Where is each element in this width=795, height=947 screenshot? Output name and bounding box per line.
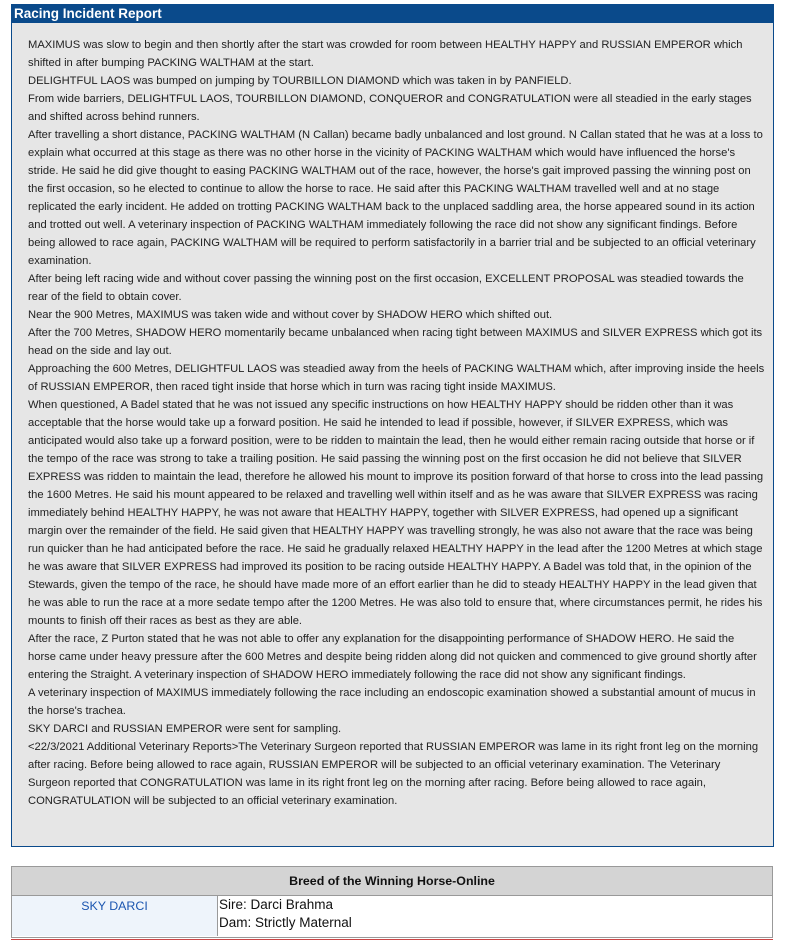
- report-paragraph: SKY DARCI and RUSSIAN EMPEROR were sent for sampling.: [28, 723, 342, 735]
- report-paragraph: After the 700 Metres, SHADOW HERO momentarily became unbalanced when racing tight between MAXIMUS and SILVER EXPRESS which got its head on the side and lay out.: [28, 327, 763, 357]
- report-paragraph: From wide barriers, DELIGHTFUL LAOS, TOURBILLON DIAMOND, CONQUEROR and CONGRATULATION were all steadied in the early stages and shifted across behind runners.: [28, 93, 752, 123]
- report-paragraph: After being left racing wide and without cover passing the winning post on the first occasion, EXCELLENT PROPOSAL was steadied towards the rear of the field to obtain cover.: [28, 273, 744, 303]
- winning-horse-link[interactable]: SKY DARCI: [81, 899, 148, 913]
- report-paragraph: Near the 900 Metres, MAXIMUS was taken wide and without cover by SHADOW HERO which shifted out.: [28, 309, 553, 321]
- report-body: [12, 23, 773, 810]
- divider: [11, 939, 773, 940]
- racing-incident-report-panel: [11, 4, 774, 847]
- breed-parents-cell: [217, 896, 772, 936]
- sire-text: Sire: Darci Brahma: [219, 897, 334, 912]
- dam-text: Dam: Strictly Maternal: [219, 915, 352, 930]
- breed-table: [11, 866, 773, 938]
- report-paragraph: A veterinary inspection of MAXIMUS immediately following the race including an endoscopic examination showed a substantial amount of mucus in the horse's trachea.: [28, 687, 756, 717]
- report-paragraph: After the race, Z Purton stated that he was not able to offer any explanation for the disappointing performance of SHADOW HERO. He said the horse came under heavy pressure after the 600 Metres and despite being ridden along did not quicken and commenced to give ground shortly after entering the Straight. A veterinary inspection of SHADOW HERO immediately following the race did not show any significant findings.: [28, 633, 757, 681]
- breed-table-row: [12, 896, 772, 936]
- report-paragraph: When questioned, A Badel stated that he was not issued any specific instructions on how HEALTHY HAPPY should be ridden other than it was acceptable that the horse would take up a forward position. He said he intended to lead if possible, however, if SILVER EXPRESS, which was anticipated would also take up a forward position, were to be ridden to maintain the lead, then he would either remain racing outside that horse or if the tempo of the race was strong to take a trailing position. He said passing the winning post on the first occasion he did not believe that SILVER EXPRESS was ridden to maintain the lead, therefore he allowed his mount to improve its position forward of that horse to cross into the lead passing the 1600 Metres. He said his mount appeared to be relaxed and travelling well within itself and as he was aware that SILVER EXPRESS was racing immediately behind HEALTHY HAPPY, he was not aware that HEALTHY HAPPY, together with SILVER EXPRESS, had opened up a significant margin over the remainder of the field. He said given that HEALTHY HAPPY was travelling strongly, he was also not aware that the race was being run quicker than he had anticipated before the race. He said he gradually relaxed HEALTHY HAPPY in the lead after the 1200 Metres at which stage he was aware that SILVER EXPRESS had improved its position to be racing outside HEALTHY HAPPY. A Badel was told that, in the opinion of the Stewards, given the tempo of the race, he should have made more of an effort earlier than he did to steady HEALTHY HAPPY in the lead given that he was able to run the race at a more sedate tempo after the 1200 Metres. He was also told to ensure that, where circumstances permit, he rides his mounts to finish off their races as best as they are able.: [28, 399, 764, 627]
- report-paragraph: <22/3/2021 Additional Veterinary Reports>The Veterinary Surgeon reported that RUSSIAN EMPEROR was lame in its right front leg on the morning after racing. Before being allowed to race again, RUSSIAN EMPEROR will be subjected to an official veterinary examination. The Veterinary Surgeon reported that CONGRATULATION was lame in its right front leg on the morning after racing. Before being allowed to race again, CONGRATULATION will be subjected to an official veterinary examination.: [28, 741, 759, 807]
- report-paragraph: After travelling a short distance, PACKING WALTHAM (N Callan) became badly unbalanced and lost ground. N Callan stated that he was at a loss to explain what occurred at this stage as there was no other horse in the vicinity of PACKING WALTHAM which would have influenced the horse's stride. He said he did give thought to easing PACKING WALTHAM out of the race, however, the horse's gait improved passing the winning post on the first occasion, so he elected to continue to allow the horse to race. He said after this PACKING WALTHAM travelled well and at no stage replicated the early incident. He added on trotting PACKING WALTHAM back to the unplaced saddling area, the horse appeared sound in its action and trotted out well. A veterinary inspection of PACKING WALTHAM immediately following the race did not show any significant findings. Before being allowed to race again, PACKING WALTHAM will be required to perform satisfactorily in a barrier trial and be subjected to an official veterinary examination.: [28, 129, 763, 267]
- report-title: Racing Incident Report: [12, 5, 773, 23]
- breed-table-title: Breed of the Winning Horse-Online: [12, 867, 772, 896]
- report-paragraph: DELIGHTFUL LAOS was bumped on jumping by TOURBILLON DIAMOND which was taken in by PANFIELD.: [28, 75, 572, 87]
- report-paragraph: MAXIMUS was slow to begin and then shortly after the start was crowded for room between HEALTHY HAPPY and RUSSIAN EMPEROR which shifted in after bumping PACKING WALTHAM at the start.: [28, 39, 743, 69]
- report-paragraph: Approaching the 600 Metres, DELIGHTFUL LAOS was steadied away from the heels of PACKING WALTHAM which, after improving inside the heels of RUSSIAN EMPEROR, then raced tight inside that horse which in turn was racing tight inside MAXIMUS.: [28, 363, 765, 393]
